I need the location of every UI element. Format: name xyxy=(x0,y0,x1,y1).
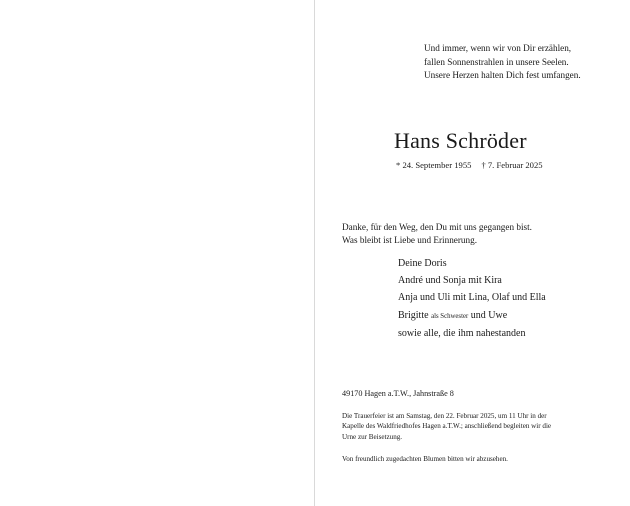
mourner-line: Anja und Uli mit Lina, Olaf und Ella xyxy=(398,292,546,304)
mourner-line: sowie alle, die ihm nahestanden xyxy=(398,327,526,339)
funeral-line: Die Trauerfeier ist am Samstag, den 22. Februar 2025, um 11 Uhr in der xyxy=(342,412,547,420)
mourners-list xyxy=(398,255,546,342)
funeral-notice xyxy=(342,411,597,442)
thanks-line: Danke, für den Weg, den Du mit uns gegangen bist. xyxy=(342,222,532,232)
thanks-line: Was bleibt ist Liebe und Erinnerung. xyxy=(342,235,477,245)
mourner-name: und Uwe xyxy=(468,309,508,321)
death-date: † 7. Februar 2025 xyxy=(481,160,543,170)
mourner-line: Deine Doris xyxy=(398,258,447,269)
left-page xyxy=(0,0,314,506)
mourner-name: Brigitte xyxy=(398,309,432,321)
motto-line: Und immer, wenn wir von Dir erzählen, xyxy=(424,43,572,53)
funeral-line: Kapelle des Waldfriedhofes Hagen a.T.W.; anschließend begleiten wir die xyxy=(342,422,552,431)
thanks-text xyxy=(342,221,532,247)
family-address: 49170 Hagen a.T.W., Jahnstraße 8 xyxy=(342,389,454,398)
motto-line: Unsere Herzen halten Dich fest umfangen. xyxy=(424,70,581,80)
deceased-name: Hans Schröder xyxy=(394,128,527,153)
funeral-line: Urne zur Beisetzung. xyxy=(342,432,403,441)
mourner-line xyxy=(398,307,546,325)
life-dates xyxy=(396,160,543,170)
motto-line: fallen Sonnenstrahlen in unsere Seelen. xyxy=(424,56,569,67)
motto-verse xyxy=(424,42,581,83)
flowers-note: Von freundlich zugedachten Blumen bitten wir abzusehen. xyxy=(342,455,508,463)
birth-date: * 24. September 1955 xyxy=(396,160,472,170)
relation-note: als Schwester xyxy=(431,312,469,320)
mourner-line: André und Sonja mit Kira xyxy=(398,275,502,287)
